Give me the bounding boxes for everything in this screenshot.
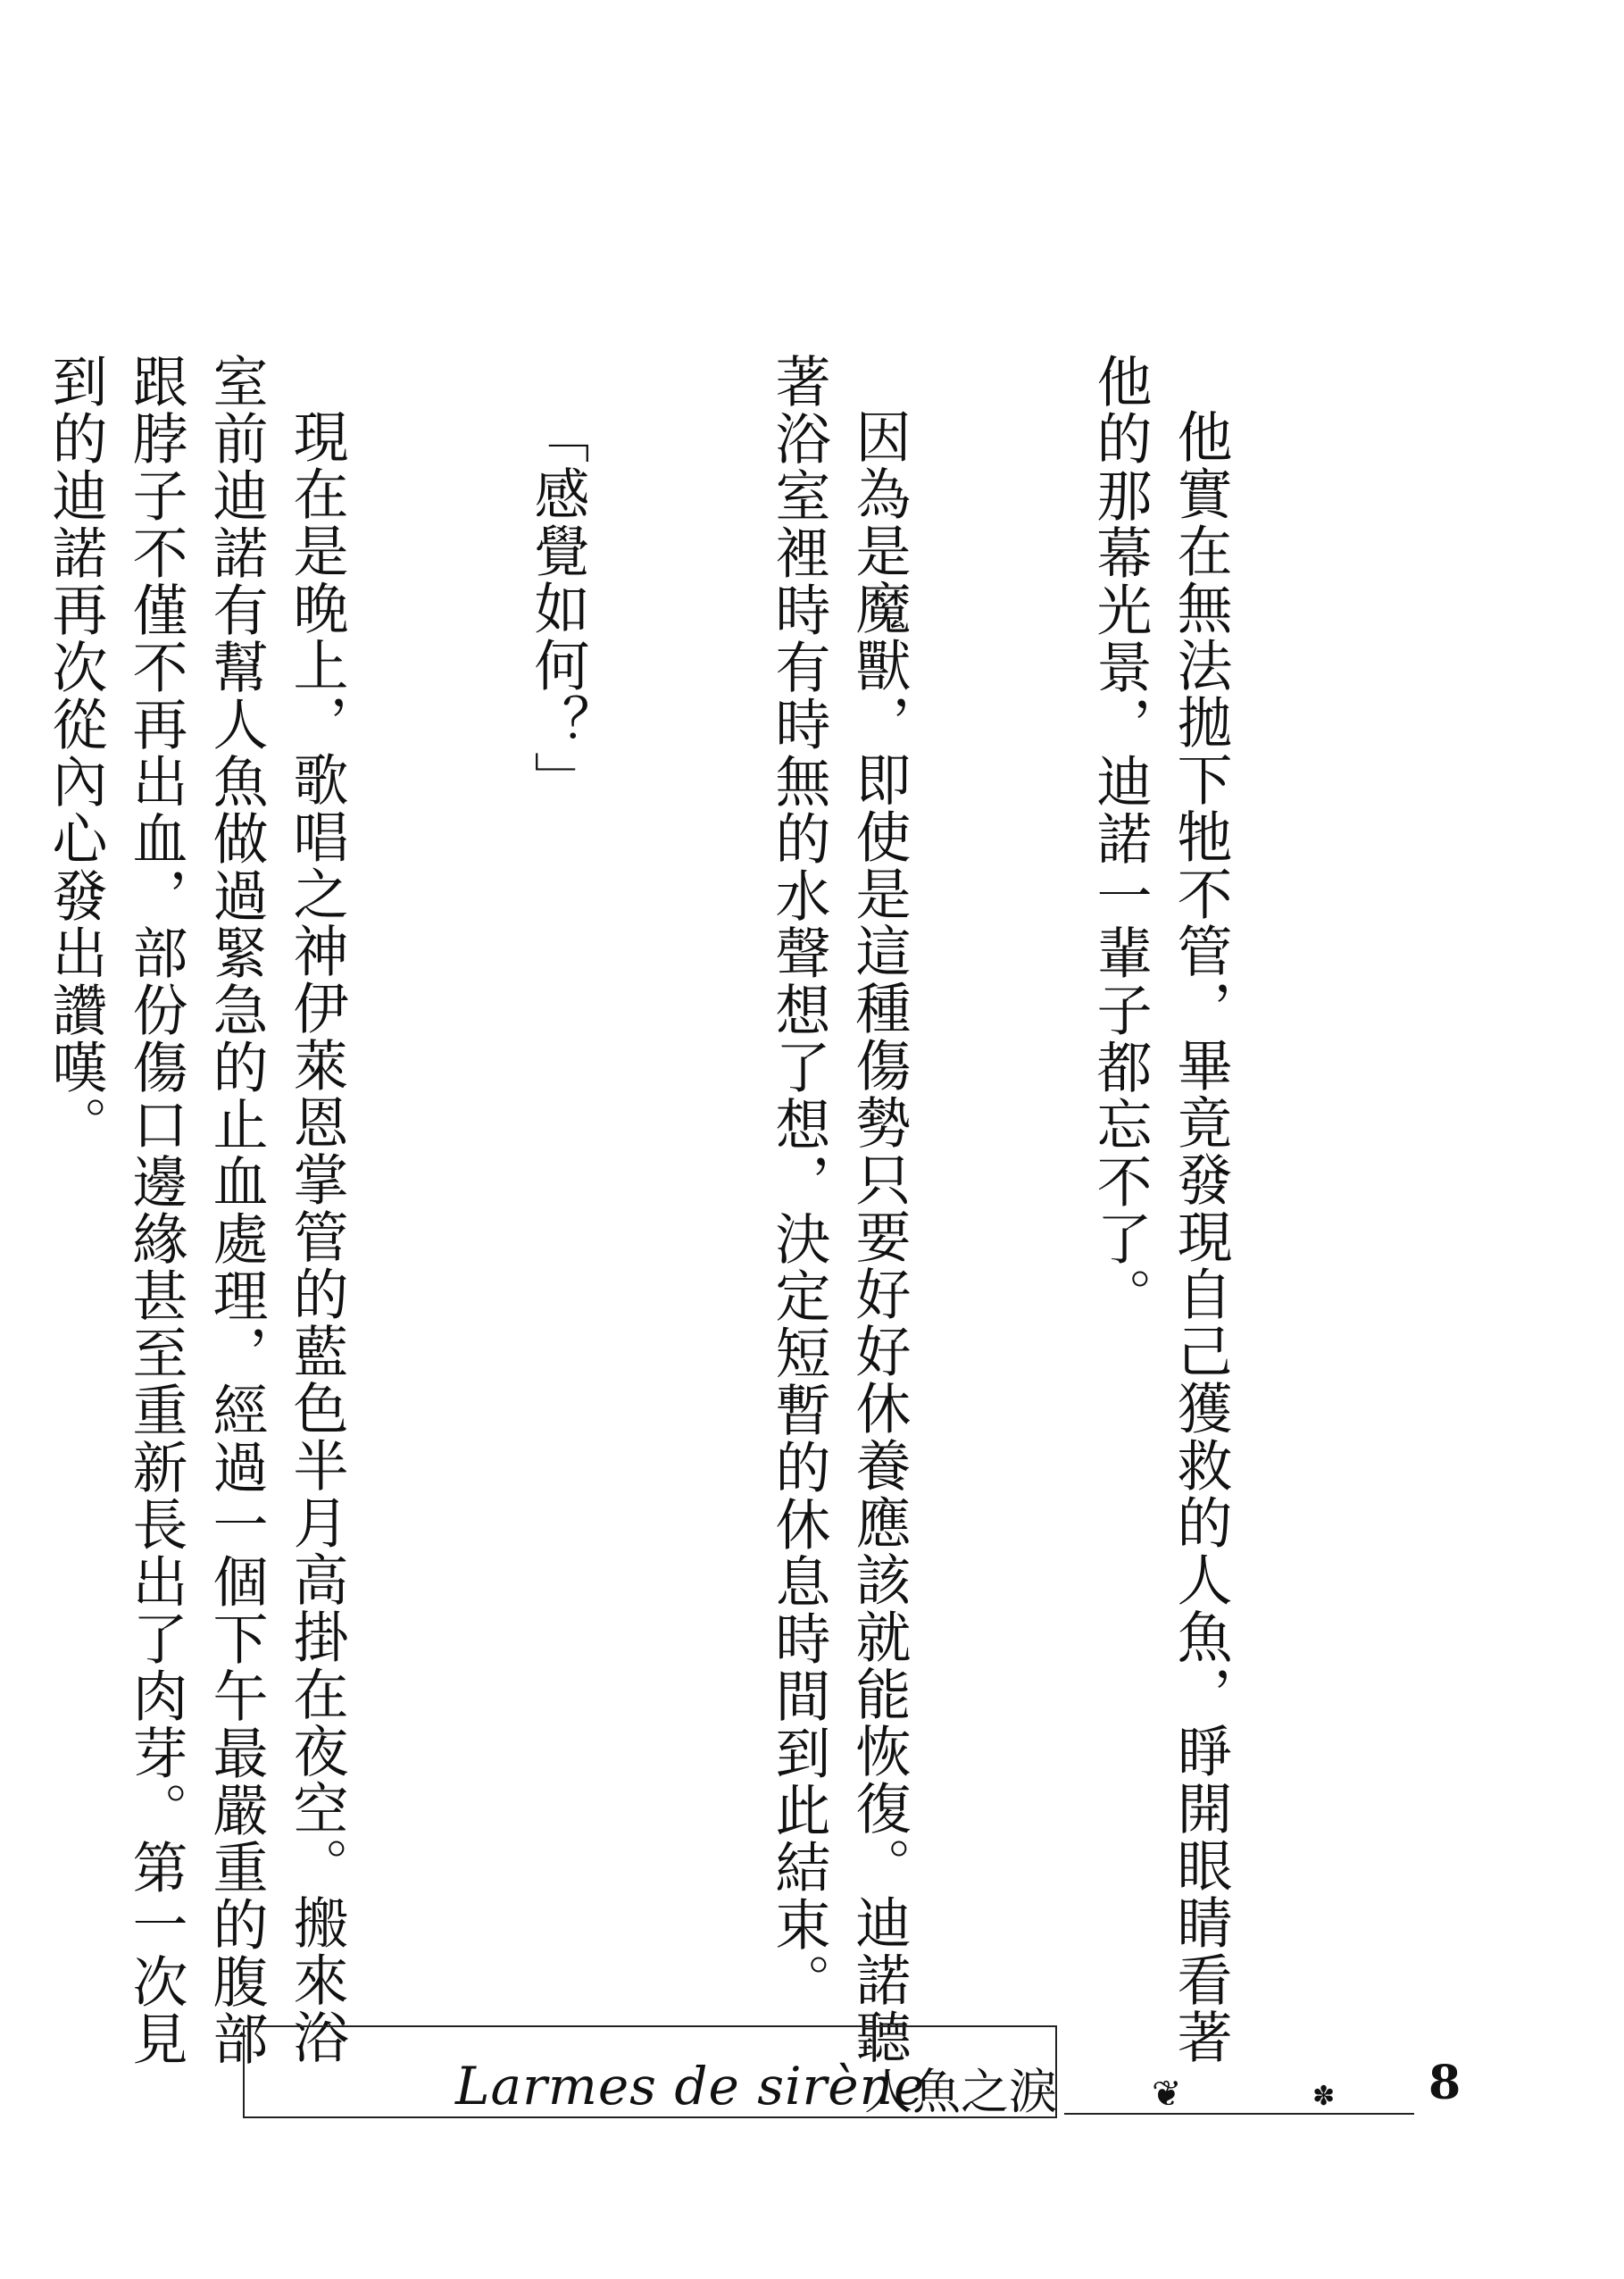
paragraph-1: 他實在無法拋下牠不管，畢竟發現自己獲救的人魚，睜開眼睛看著他的那幕光景，迪諾一輩子都忘不了。: [1087, 353, 1233, 2066]
page-number: 8: [1428, 2056, 1462, 2110]
paragraph-2: 因為是魔獸，即使是這種傷勢只要好好休養應該就能恢復。迪諾聽著浴室裡時有時無的水聲想了想，決定短暫的休息時間到此結束。: [766, 353, 912, 2066]
vertical-text-body: [43, 353, 1401, 2103]
paragraph-3: 「感覺如何？」: [525, 408, 590, 808]
ornament-rule: [1064, 2113, 1414, 2115]
book-title: Larmes de sirène: [455, 2056, 926, 2116]
book-subtitle: 人魚之淚: [864, 2064, 1057, 2120]
fleuron-icon: ❦: [1152, 2074, 1182, 2115]
paragraph-4: 現在是晚上，歌唱之神伊萊恩掌管的藍色半月高掛在夜空。搬來浴室前迪諾有幫人魚做過緊急的止血處理，經過一個下午最嚴重的腹部跟脖子不僅不再出血，部份傷口邊緣甚至重新長出了肉芽。第一次見到的迪諾再次從內心發出讚嘆。: [43, 353, 349, 2067]
flourish-icon: ✽: [1312, 2081, 1336, 2112]
